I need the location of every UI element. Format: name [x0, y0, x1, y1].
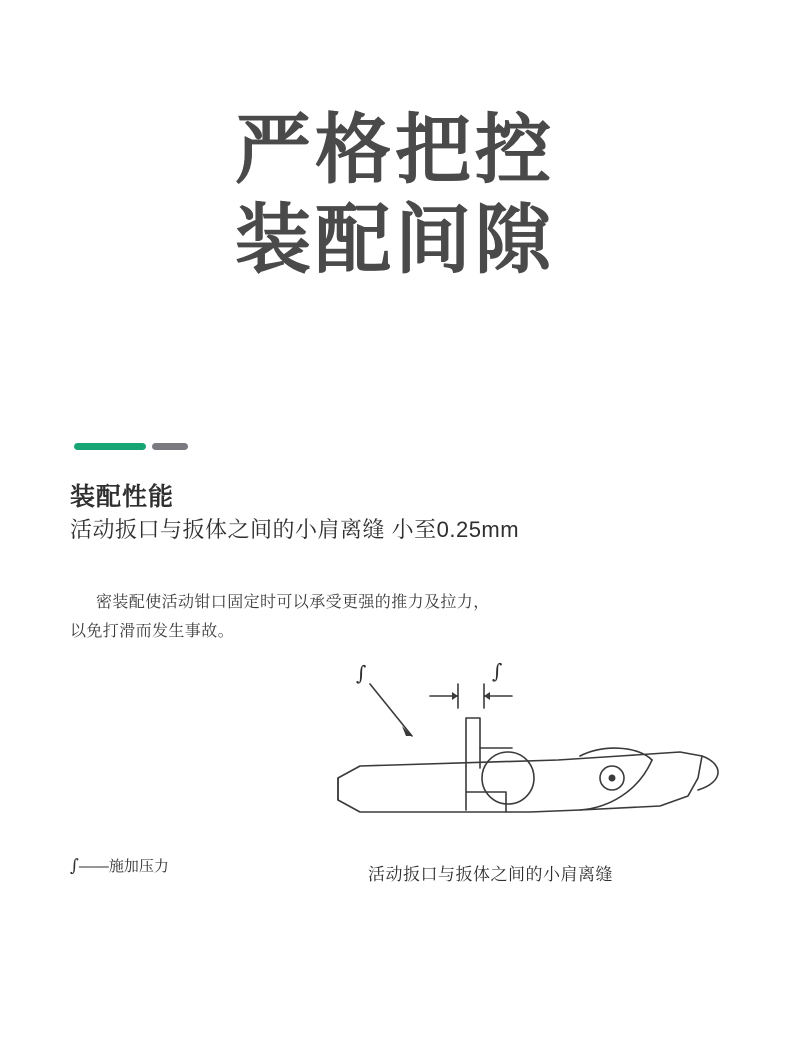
- force-symbol-left: ∫: [356, 661, 367, 685]
- caption-left-symbol: ∫: [70, 856, 79, 876]
- force-pointer-line: [370, 684, 412, 736]
- pivot-screw-dot: [609, 775, 616, 782]
- hero-line-2: 装配间隙: [0, 198, 790, 282]
- movable-jaw-stem: [466, 718, 480, 768]
- dim-arrow-right: [484, 692, 490, 700]
- hero-headline: [0, 105, 790, 284]
- hero-line-1: 严格把控: [0, 108, 790, 192]
- caption-left-text: ——施加压力: [78, 858, 169, 875]
- caption-center: 活动扳口与扳体之间的小肩离缝: [368, 865, 613, 884]
- caption-left: [70, 855, 169, 876]
- body-paragraph: [70, 588, 570, 646]
- wrench-body-outline: [338, 752, 702, 812]
- section-subtitle: 活动扳口与扳体之间的小肩离缝 小至0.25mm: [70, 517, 520, 542]
- force-pointer-arrow: [402, 726, 412, 736]
- section-accent-bars: [74, 443, 188, 450]
- accent-bar-grey: [152, 443, 188, 450]
- section-title: 装配性能: [70, 483, 175, 511]
- worm-gear-circle: [482, 752, 534, 804]
- paragraph-line-2: 以免打滑而发生事故。: [70, 623, 235, 640]
- dim-arrow-left: [452, 692, 458, 700]
- force-symbol-top: ∫: [492, 660, 503, 683]
- accent-bar-green: [74, 443, 146, 450]
- paragraph-line-1: 密装配使活动钳口固定时可以承受更强的推力及拉力，: [96, 594, 490, 611]
